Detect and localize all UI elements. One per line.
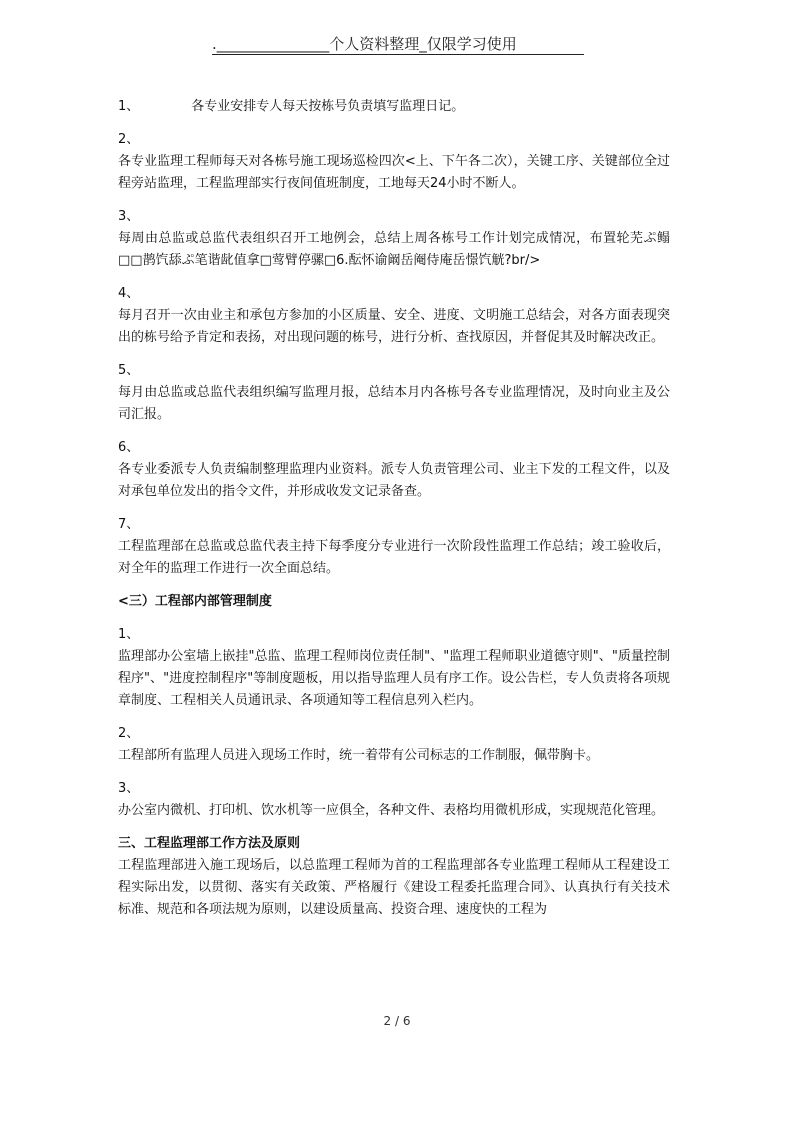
document-body — [118, 96, 670, 921]
item-text: 办公室内微机、打印机、饮水机等一应俱全，各种文件、表格均用微机形成，实现规范化管理。 — [118, 803, 665, 818]
item-number: 5、 — [118, 363, 140, 378]
item-number: 7、 — [118, 517, 140, 532]
list-item — [118, 360, 670, 426]
item-text: 每月召开一次由业主和承包方参加的小区质量、安全、进度、文明施工总结会，对各方面表现突出的栋号给予肯定和表扬，对出现问题的栋号，进行分析、查找原因，并督促其及时解决改正。 — [118, 308, 670, 345]
list-item — [118, 437, 670, 503]
item-number: 3、 — [118, 781, 140, 796]
list-item — [118, 129, 670, 195]
list-item — [118, 283, 670, 349]
list-item — [118, 514, 670, 580]
chapter-paragraph: 工程监理部进入施工现场后，以总监理工程师为首的工程监理部各专业监理工程师从工程建设工程实际出发，以贯彻、落实有关政策、严格履行《建设工程委托监理合同》、认真执行有关技术标准、规范和各项法规为原则，以建设质量高、投资合理、速度快的工程为 — [118, 858, 670, 917]
item-number: 4、 — [118, 286, 140, 301]
list-item — [118, 624, 670, 712]
section-heading: <三）工程部内部管理制度 — [118, 594, 272, 609]
item-text: 工程部所有监理人员进入现场工作时，统一着带有公司标志的工作制服，佩带胸卡。 — [118, 748, 600, 763]
item-number: 6、 — [118, 440, 140, 455]
chapter-heading: 三、工程监理部工作方法及原则 — [118, 836, 301, 851]
item-text: 每月由总监或总监代表组织编写监理月报，总结本月内各栋号各专业监理情况，及时向业主及公司汇报。 — [118, 385, 670, 422]
item-text: 工程监理部在总监或总监代表主持下每季度分专业进行一次阶段性监理工作总结；竣工验收后，对全年的监理工作进行一次全面总结。 — [118, 539, 670, 576]
list-item — [118, 723, 670, 767]
item-number: 1、 — [118, 99, 140, 114]
list-item — [118, 778, 670, 822]
list-item — [118, 96, 670, 118]
item-number: 2、 — [118, 132, 140, 147]
item-text: 各专业委派专人负责编制整理监理内业资料。派专人负责管理公司、业主下发的工程文件，以及对承包单位发出的指令文件，并形成收发文记录备查。 — [118, 462, 670, 499]
page-number: 2 / 6 — [383, 1014, 411, 1028]
item-text: 各专业监理工程师每天对各栋号施工现场巡检四次<上、下午各二次），关键工序、关键部位全过程旁站监理，工程监理部实行夜间值班制度，工地每天24小时不断人。 — [118, 154, 670, 191]
item-number: 3、 — [118, 209, 140, 224]
item-text: 各专业安排专人每天按栋号负责填写监理日记。 — [191, 99, 465, 114]
item-text: 监理部办公室墙上嵌挂"总监、监理工程师岗位责任制"、"监理工程师职业道德守则"、"质量控制程序"、"进度控制程序"等制度题板，用以指导监理人员有序工作。设公告栏，专人负责将各项规章制度、工程相关人员通讯录、各项通知等工程信息列入栏内。 — [118, 649, 670, 708]
item-number: 1、 — [118, 627, 140, 642]
item-text: 每周由总监或总监代表组织召开工地例会，总结上周各栋号工作计划完成情况，布置轮芜ぷ鳎□□鹊饩舔ぷ笔谐龀值拿□莺臂停骡□6.酝怀谕阚岳阉侍庵岳憬饩觥?br/> — [118, 231, 670, 268]
item-number: 2、 — [118, 726, 140, 741]
list-item — [118, 206, 670, 272]
page-header: ._______________个人资料整理_仅限学习使用 — [212, 34, 584, 55]
